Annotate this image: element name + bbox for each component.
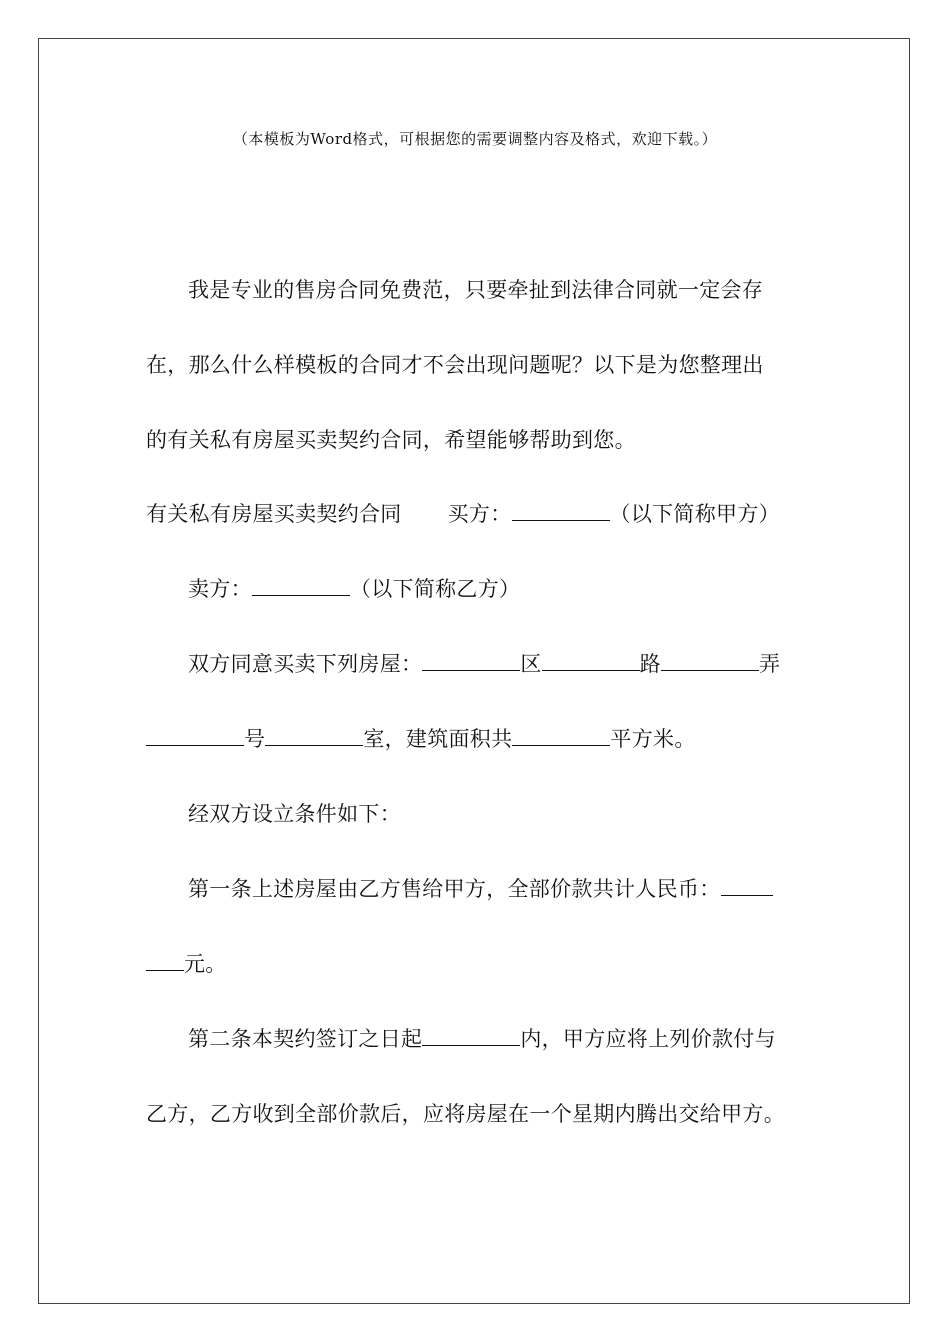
article-1-text: 第一条上述房屋由乙方售给甲方，全部价款共计人民币： <box>188 877 721 901</box>
district-blank <box>422 650 520 671</box>
template-note: （本模板为Word格式，可根据您的需要调整内容及格式，欢迎下载。） <box>232 130 718 148</box>
period-blank <box>422 1025 520 1046</box>
room-area-label: 室，建筑面积共 <box>363 727 513 751</box>
property-line-1 <box>188 649 808 679</box>
seller-line <box>188 574 808 604</box>
intro-line-1: 我是专业的售房合同免费范，只要牵扯到法律合同就一定会存 <box>188 278 764 302</box>
contract-title: 有关私有房屋买卖契约合同 <box>146 502 402 526</box>
article-1-end: 元。 <box>184 952 227 976</box>
price-blank-end <box>146 950 184 971</box>
article-2-prefix: 第二条本契约签订之日起 <box>188 1027 423 1051</box>
lane-label: 弄 <box>758 652 781 676</box>
buyer-label: 买方： <box>447 502 512 526</box>
buyer-blank <box>512 500 610 521</box>
contract-title-line <box>146 499 806 529</box>
room-blank <box>265 725 363 746</box>
article-1-line-2 <box>146 949 806 979</box>
property-line-2 <box>146 724 806 754</box>
road-label: 路 <box>639 652 661 676</box>
district-label: 区 <box>520 652 542 676</box>
lane-blank <box>661 650 759 671</box>
road-blank <box>542 650 640 671</box>
area-blank <box>512 725 610 746</box>
seller-suffix: （以下简称乙方） <box>349 577 521 601</box>
number-blank <box>146 725 244 746</box>
seller-label: 卖方： <box>188 577 252 601</box>
number-label: 号 <box>244 727 266 751</box>
property-prefix: 双方同意买卖下列房屋： <box>188 652 423 676</box>
seller-blank <box>252 575 350 596</box>
article-2-line-1 <box>188 1024 808 1054</box>
conditions-intro: 经双方设立条件如下： <box>188 802 401 826</box>
intro-line-3: 的有关私有房屋买卖契约合同，希望能够帮助到您。 <box>146 428 636 452</box>
article-2-mid: 内，甲方应将上列价款付与 <box>520 1027 776 1051</box>
price-blank-start <box>721 875 773 896</box>
article-2-line-2: 乙方，乙方收到全部价款后，应将房屋在一个星期内腾出交给甲方。 <box>146 1102 785 1126</box>
intro-line-2: 在，那么什么样模板的合同才不会出现问题呢？以下是为您整理出 <box>146 353 764 377</box>
buyer-suffix: （以下简称甲方） <box>609 502 780 526</box>
article-1-line-1 <box>188 874 808 904</box>
sqm-label: 平方米。 <box>610 727 696 751</box>
